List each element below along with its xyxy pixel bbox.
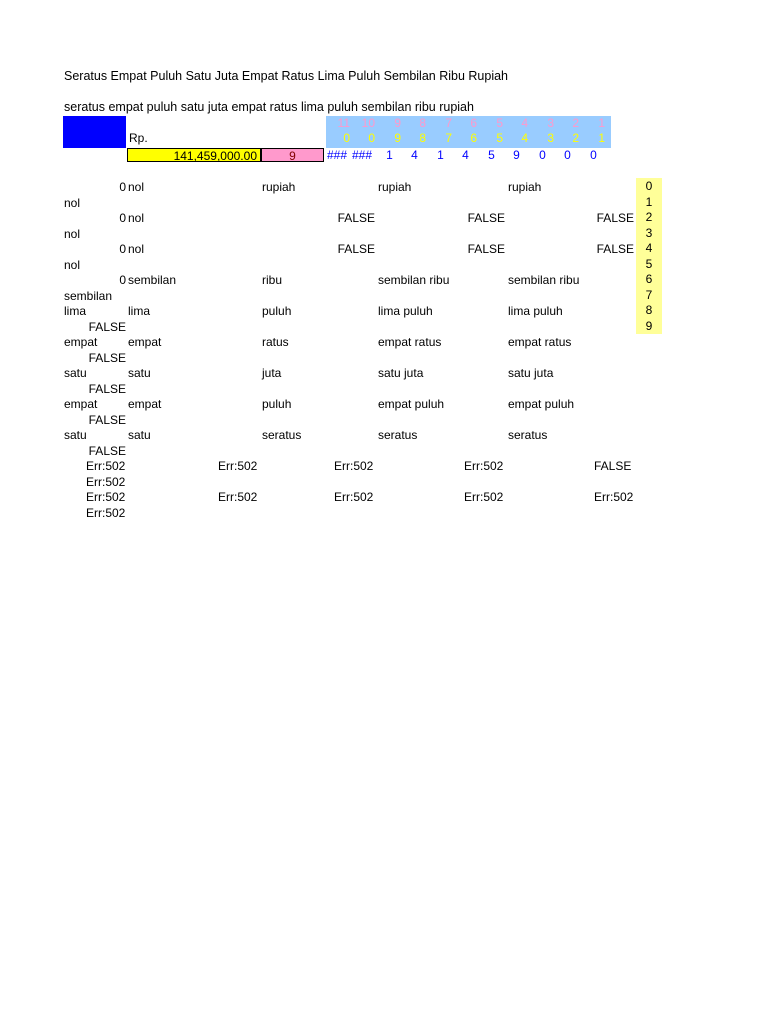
position-cell[interactable]: 2 bbox=[572, 116, 579, 130]
grid-cell-a[interactable]: lima bbox=[64, 304, 87, 318]
position-cell[interactable]: 11 bbox=[337, 116, 350, 130]
grid-cell-d[interactable]: juta bbox=[262, 366, 282, 380]
side-number-cell[interactable]: 4 bbox=[645, 241, 653, 255]
grid-cell-e[interactable]: empat ratus bbox=[378, 335, 442, 349]
grid-cell-a[interactable]: satu bbox=[64, 366, 87, 380]
error-cell[interactable]: Err:502 bbox=[218, 490, 258, 504]
side-number-cell[interactable]: 6 bbox=[645, 272, 653, 286]
digit-cell[interactable]: 9 bbox=[513, 148, 520, 162]
digit-cell[interactable]: 5 bbox=[488, 148, 495, 162]
grid-cell-e[interactable]: rupiah bbox=[378, 180, 412, 194]
grid-cell-c[interactable]: nol bbox=[128, 211, 145, 225]
grid-cell-c[interactable]: satu bbox=[128, 366, 151, 380]
grid-cell-c[interactable]: satu bbox=[128, 428, 151, 442]
place-index-cell[interactable]: 1 bbox=[598, 131, 605, 145]
digit-count-cell[interactable]: 9 bbox=[261, 148, 324, 162]
grid-cell-c[interactable]: sembilan bbox=[128, 273, 177, 287]
side-number-cell[interactable]: 5 bbox=[645, 256, 653, 271]
grid-cell-c[interactable]: empat bbox=[128, 397, 162, 411]
grid-cell-b[interactable]: FALSE bbox=[88, 350, 126, 365]
digit-cell[interactable]: 0 bbox=[539, 148, 546, 162]
position-cell[interactable]: 6 bbox=[470, 116, 477, 130]
place-index-cell[interactable]: 0 bbox=[368, 131, 375, 145]
grid-cell-a[interactable]: nol bbox=[64, 257, 81, 272]
grid-cell-a[interactable]: sembilan bbox=[64, 288, 113, 303]
hash-cell: ### bbox=[327, 148, 348, 162]
side-number-cell[interactable]: 8 bbox=[645, 303, 653, 317]
place-index-cell[interactable]: 4 bbox=[521, 131, 528, 145]
digit-cell[interactable]: 1 bbox=[437, 148, 444, 162]
error-cell[interactable]: Err:502 bbox=[218, 459, 258, 473]
title-line: Seratus Empat Puluh Satu Juta Empat Ratus Lima Puluh Sembilan Ribu Rupiah bbox=[64, 69, 508, 83]
grid-cell-b[interactable]: FALSE bbox=[88, 319, 126, 334]
grid-cell-d[interactable]: ratus bbox=[262, 335, 289, 349]
grid-cell-b[interactable]: 0 bbox=[119, 180, 126, 194]
grid-cell-c[interactable]: nol bbox=[128, 180, 145, 194]
grid-cell-a[interactable]: nol bbox=[64, 195, 81, 210]
grid-cell-a[interactable]: nol bbox=[64, 226, 81, 241]
grid-cell-e[interactable]: FALSE bbox=[337, 211, 375, 225]
digit-cell[interactable]: 0 bbox=[590, 148, 597, 162]
place-index-cell[interactable]: 8 bbox=[419, 131, 426, 145]
hash-cell: ### bbox=[352, 148, 373, 162]
grid-cell-b[interactable]: FALSE bbox=[88, 443, 126, 458]
blue-header-cell bbox=[63, 116, 126, 148]
side-number-cell[interactable]: 3 bbox=[645, 225, 653, 240]
grid-cell-c[interactable]: lima bbox=[128, 304, 151, 318]
position-cell[interactable]: 9 bbox=[394, 116, 401, 130]
error-cell[interactable]: Err:502 bbox=[464, 459, 504, 473]
side-number-cell[interactable]: 1 bbox=[645, 194, 653, 209]
digit-cell[interactable]: 4 bbox=[462, 148, 469, 162]
side-number-cell[interactable]: 7 bbox=[645, 287, 653, 302]
position-cell[interactable]: 7 bbox=[445, 116, 452, 130]
grid-cell-e[interactable]: satu juta bbox=[378, 366, 424, 380]
grid-cell-d[interactable]: puluh bbox=[262, 397, 292, 411]
position-cell[interactable]: 3 bbox=[547, 116, 554, 130]
error-cell[interactable]: Err:502 bbox=[334, 459, 374, 473]
grid-cell-a[interactable]: empat bbox=[64, 397, 98, 411]
side-number-cell[interactable]: 9 bbox=[645, 318, 653, 333]
grid-cell-b[interactable]: FALSE bbox=[88, 412, 126, 427]
place-index-cell[interactable]: 9 bbox=[394, 131, 401, 145]
error-cell[interactable]: Err:502 bbox=[86, 474, 126, 489]
side-number-cell[interactable]: 2 bbox=[645, 210, 653, 224]
grid-cell-g[interactable]: FALSE bbox=[596, 211, 634, 225]
place-index-cell[interactable]: 2 bbox=[572, 131, 579, 145]
error-cell[interactable]: Err:502 bbox=[594, 490, 634, 504]
position-cell[interactable]: 8 bbox=[419, 116, 426, 130]
grid-cell-e[interactable]: FALSE bbox=[337, 242, 375, 256]
error-cell[interactable]: Err:502 bbox=[464, 490, 504, 504]
grid-cell-e[interactable]: lima puluh bbox=[378, 304, 433, 318]
grid-cell-b[interactable]: 0 bbox=[119, 273, 126, 287]
grid-cell-f[interactable]: rupiah bbox=[508, 180, 542, 194]
error-cell[interactable]: Err:502 bbox=[86, 505, 126, 520]
error-cell[interactable]: FALSE bbox=[594, 459, 632, 473]
place-index-cell[interactable]: 7 bbox=[445, 131, 452, 145]
position-cell[interactable]: 1 bbox=[598, 116, 605, 130]
place-index-cell[interactable]: 5 bbox=[496, 131, 503, 145]
grid-cell-c[interactable]: empat bbox=[128, 335, 162, 349]
grid-cell-f[interactable]: seratus bbox=[508, 428, 548, 442]
grid-cell-f[interactable]: sembilan ribu bbox=[508, 273, 580, 287]
error-cell[interactable]: Err:502 bbox=[334, 490, 374, 504]
grid-cell-e[interactable]: empat puluh bbox=[378, 397, 445, 411]
currency-label: Rp. bbox=[129, 131, 148, 145]
grid-cell-f[interactable]: FALSE bbox=[467, 242, 505, 256]
grid-cell-d[interactable]: seratus bbox=[262, 428, 302, 442]
error-cell[interactable]: Err:502 bbox=[86, 459, 126, 473]
grid-cell-f[interactable]: FALSE bbox=[467, 211, 505, 225]
digit-cell[interactable]: 1 bbox=[386, 148, 393, 162]
amount-cell[interactable]: 141,459,000.00 bbox=[127, 148, 261, 162]
position-cell[interactable]: 5 bbox=[496, 116, 503, 130]
grid-cell-f[interactable]: satu juta bbox=[508, 366, 554, 380]
grid-cell-f[interactable]: lima puluh bbox=[508, 304, 563, 318]
place-index-cell[interactable]: 0 bbox=[343, 131, 350, 145]
grid-cell-d[interactable]: rupiah bbox=[262, 180, 296, 194]
grid-cell-f[interactable]: empat puluh bbox=[508, 397, 575, 411]
grid-cell-d[interactable]: ribu bbox=[262, 273, 283, 287]
digit-cell[interactable]: 0 bbox=[564, 148, 571, 162]
grid-cell-d[interactable]: puluh bbox=[262, 304, 292, 318]
lower-case-line: seratus empat puluh satu juta empat ratus lima puluh sembilan ribu rupiah bbox=[64, 100, 474, 114]
grid-cell-g[interactable]: FALSE bbox=[596, 242, 634, 256]
grid-cell-e[interactable]: seratus bbox=[378, 428, 418, 442]
position-cell[interactable]: 4 bbox=[521, 116, 528, 130]
digit-cell[interactable]: 4 bbox=[411, 148, 418, 162]
grid-cell-a[interactable]: satu bbox=[64, 428, 87, 442]
grid-cell-b[interactable]: FALSE bbox=[88, 381, 126, 396]
position-cell[interactable]: 10 bbox=[361, 116, 375, 130]
grid-cell-b[interactable]: 0 bbox=[119, 211, 126, 225]
grid-cell-f[interactable]: empat ratus bbox=[508, 335, 572, 349]
place-index-cell[interactable]: 3 bbox=[547, 131, 554, 145]
grid-cell-c[interactable]: nol bbox=[128, 242, 145, 256]
grid-cell-b[interactable]: 0 bbox=[119, 242, 126, 256]
place-index-cell[interactable]: 6 bbox=[470, 131, 477, 145]
grid-cell-a[interactable]: empat bbox=[64, 335, 98, 349]
error-cell[interactable]: Err:502 bbox=[86, 490, 126, 504]
grid-cell-e[interactable]: sembilan ribu bbox=[378, 273, 450, 287]
side-number-cell[interactable]: 0 bbox=[645, 179, 653, 193]
